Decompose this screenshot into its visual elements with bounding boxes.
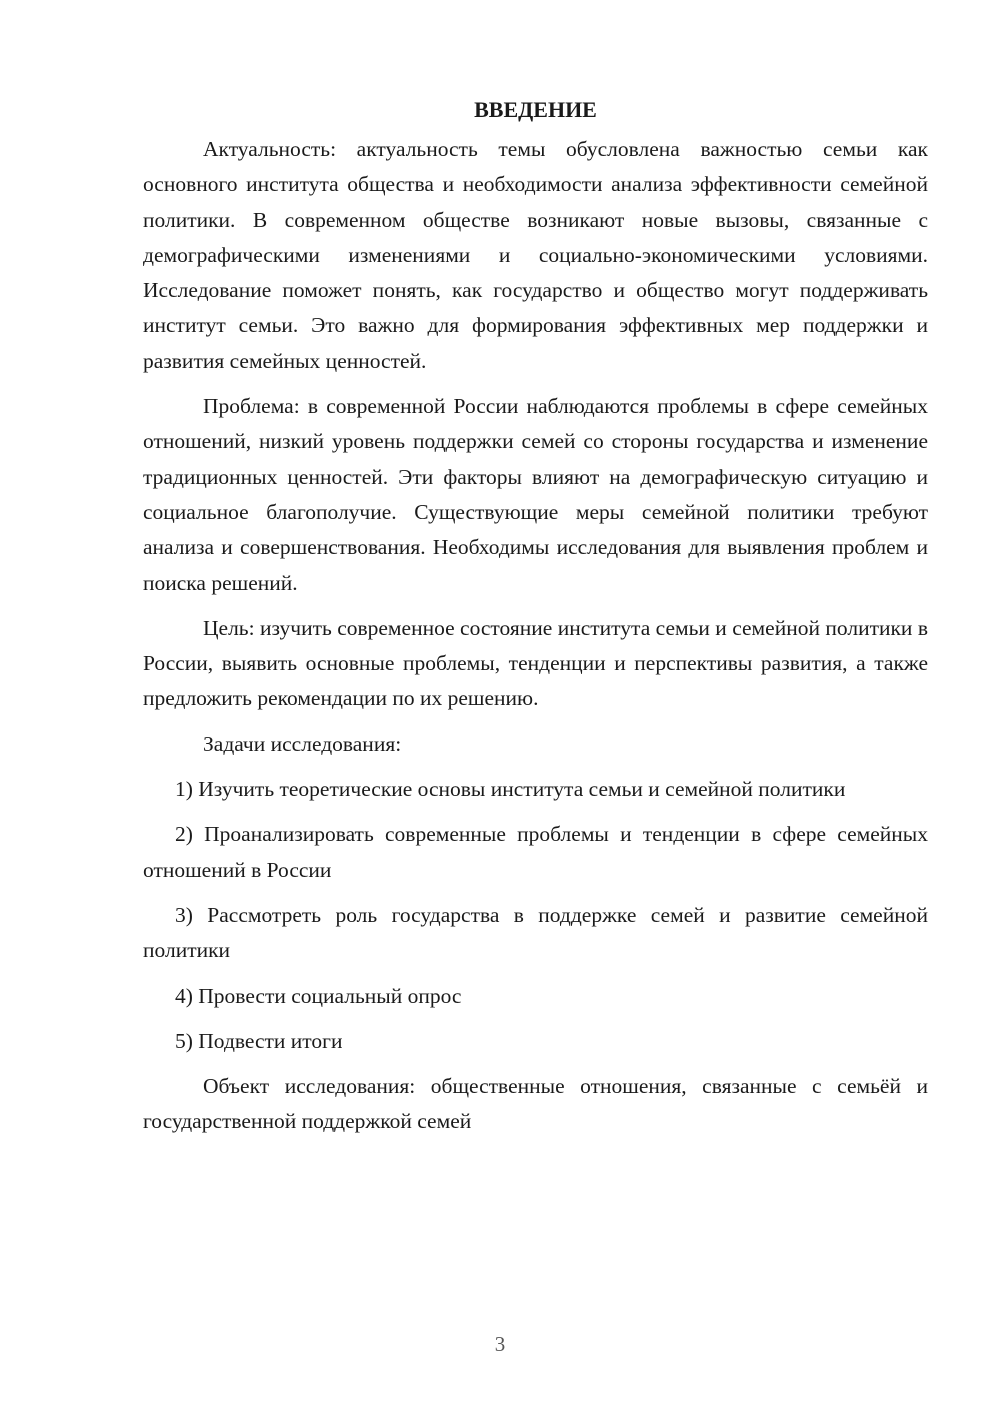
object-paragraph: Объект исследования: общественные отношения, связанные с семьёй и государственной поддержкой семей	[143, 1074, 928, 1134]
tasks-heading: Задачи исследования:	[203, 731, 402, 756]
task-item: 1) Изучить теоретические основы института семьи и семейной политики	[175, 777, 846, 802]
goal-paragraph: Цель: изучить современное состояние института семьи и семейной политики в России, выявить основные проблемы, тенденции и перспективы развития, а также предложить рекомендации по их решению.	[143, 615, 928, 711]
page-number: 3	[494, 1332, 506, 1356]
task-item: 3) Рассмотреть роль государства в поддержке семей и развитие семейной политики	[143, 902, 928, 963]
task-item: 5) Подвести итоги	[175, 1028, 343, 1053]
section-title: ВВЕДЕНИЕ	[474, 97, 597, 122]
problem-paragraph: Проблема: в современной России наблюдаются проблемы в сфере семейных отношений, низкий уровень поддержки семей со стороны государства и изменение традиционных ценностей. Эти факторы влияют на демографическую ситуацию и социальное благополучие. Существующие меры семейной политики требуют анализа и совершенствования. Необходимы исследования для выявления проблем и поиска решений.	[143, 394, 928, 595]
task-item: 4) Провести социальный опрос	[175, 983, 462, 1008]
tasks-list	[143, 772, 928, 1059]
task-item: 2) Проанализировать современные проблемы и тенденции в сфере семейных отношений в России	[143, 822, 928, 882]
document-page	[143, 92, 928, 1150]
relevance-paragraph: Актуальность: актуальность темы обусловлена важностью семьи как основного института общества и необходимости анализа эффективности семейной политики. В современном обществе возникают новые вызовы, связанные с демографическими изменениями и социально-экономическими условиями. Исследование поможет понять, как государство и общество могут поддерживать институт семьи. Это важно для формирования эффективных мер поддержки и развития семейных ценностей.	[143, 137, 928, 373]
